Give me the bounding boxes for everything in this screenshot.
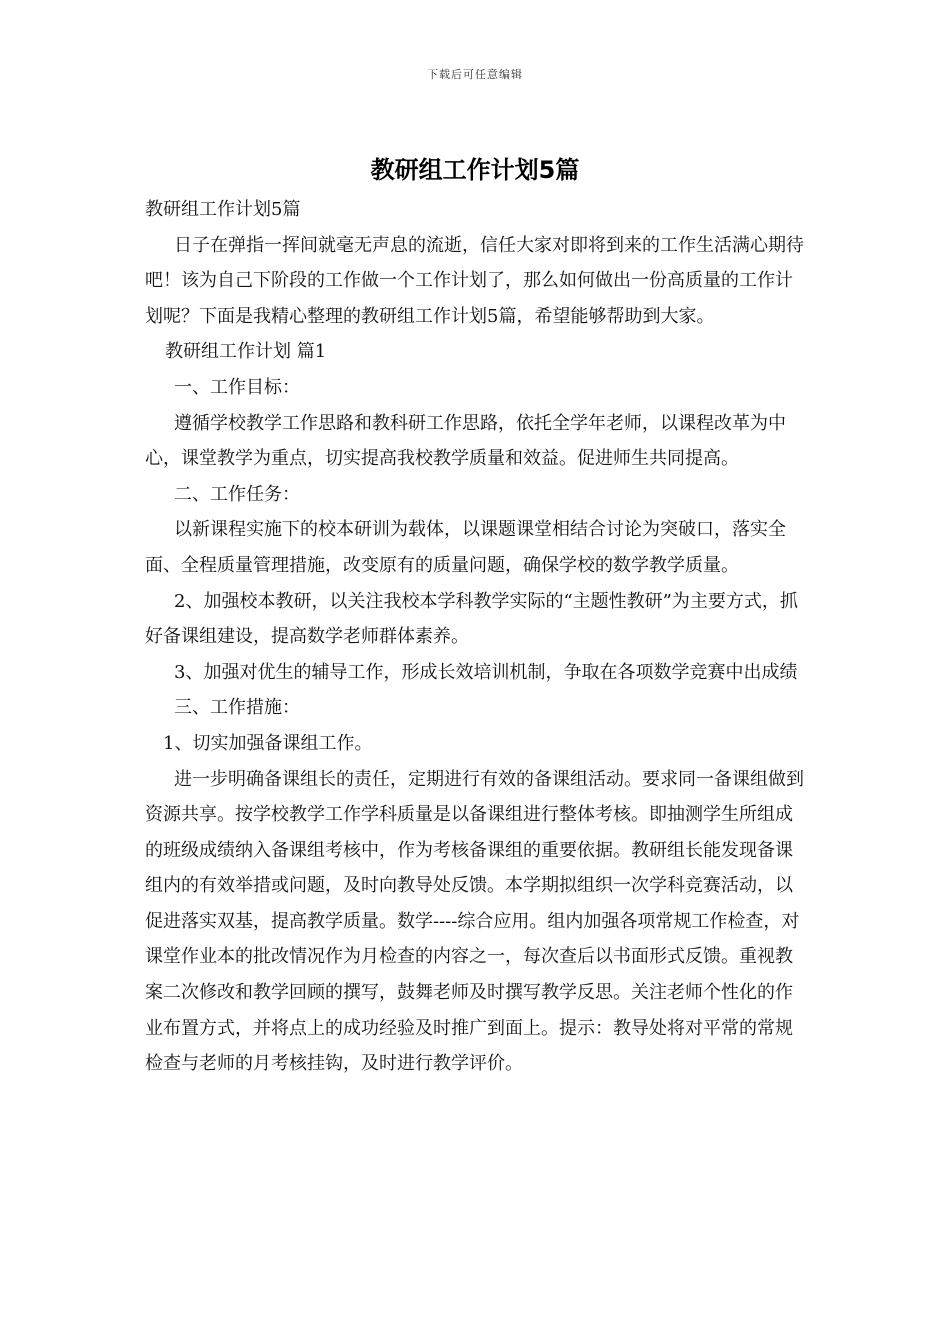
paragraph-work-goals: 遵循学校教学工作思路和教科研工作思路，依托全学年老师，以课程改革为中心，课堂教学为重点，切实提高我校教学质量和效益。促进师生共同提高。 bbox=[145, 412, 786, 470]
heading-work-measures: 三、工作措施： bbox=[174, 697, 300, 719]
paragraph-measure-1-body: 进一步明确备课组长的责任，定期进行有效的备课组活动。要求同一备课组做到资源共享。按学校教学工作学科质量是以备课组进行整体考核。即抽测学生所组成的班级成绩纳入备课组考核中，作为考核备课组的重要依据。教研组长能发现备课组内的有效举措或问题，及时向教导处反馈。本学期拟组织一次学科竞赛活动，以促进落实双基，提高教学质量。数学----综合应用。组内加强各项常规工作检查，对课堂作业本的批改情况作为月检查的内容之一，每次查后以书面形式反馈。重视教案二次修改和教学回顾的撰写，鼓舞老师及时撰写教学反思。关注老师个性化的作业布置方式，并将点上的成功经验及时推广到面上。提示：教导处将对平常的常规检查与老师的月考核挂钩，及时进行教学评价。 bbox=[145, 768, 804, 1075]
heading-work-goals: 一、工作目标： bbox=[174, 376, 300, 398]
heading-work-tasks: 二、工作任务： bbox=[174, 483, 300, 505]
document-title: 教研组工作计划5篇 bbox=[370, 156, 580, 184]
subtitle-paragraph: 教研组工作计划5篇 bbox=[145, 199, 301, 220]
paragraph-work-task-3: 3、加强对优生的辅导工作，形成长效培训机制，争取在各项数学竞赛中出成绩 bbox=[174, 661, 798, 683]
header-note: 下载后可任意编辑 bbox=[427, 68, 523, 81]
section-heading-plan-1: 教研组工作计划 篇1 bbox=[165, 341, 327, 363]
paragraph-work-task-2: 2、加强校本教研，以关注我校本学科教学实际的“主题性教研”为主要方式，抓好备课组建设，提高数学老师群体素养。 bbox=[145, 590, 798, 648]
paragraph-measure-1-title: 1、切实加强备课组工作。 bbox=[163, 732, 373, 754]
document-body bbox=[145, 192, 807, 1082]
intro-paragraph: 日子在弹指一挥间就毫无声息的流逝，信任大家对即将到来的工作生活满心期待吧！该为自己下阶段的工作做一个工作计划了，那么如何做出一份高质量的工作计划呢？下面是我精心整理的教研组工作计划5篇，希望能够帮助到大家。 bbox=[145, 234, 804, 327]
paragraph-work-task-1: 以新课程实施下的校本研训为载体，以课题课堂相结合讨论为突破口，落实全面、全程质量管理措施，改变原有的质量问题，确保学校的数学教学质量。 bbox=[145, 519, 786, 576]
